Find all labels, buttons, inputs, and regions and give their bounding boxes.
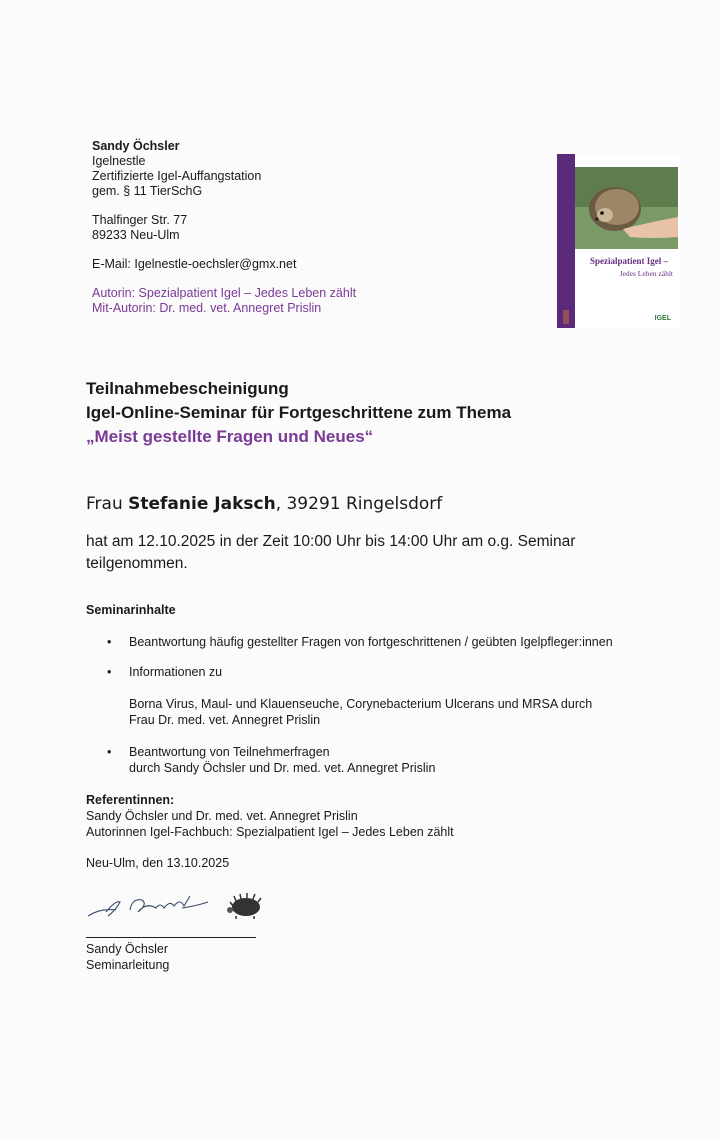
signer-name: Sandy Öchsler [86,942,168,956]
contents-item2-detail1: Borna Virus, Maul- und Klauenseuche, Corynebacterium Ulcerans und MRSA durch [129,697,593,711]
book-cover [557,154,681,328]
sender-name: Sandy Öchsler [92,139,180,153]
certificate-heading [86,377,511,449]
sender-author: Autorin: Spezialpatient Igel – Jedes Leben zählt [92,286,357,300]
book-subtitle: Jedes Leben zählt [619,269,673,278]
heading-line2: Igel-Online-Seminar für Fortgeschrittene zum Thema [86,403,512,422]
sender-city: 89233 Neu-Ulm [92,228,180,242]
list-item [107,744,436,776]
hedgehog-icon [227,893,261,919]
book-title: Spezialpatient Igel – [590,256,668,266]
book-spine [557,154,575,328]
sender-org: Igelnestle [92,154,146,168]
referents-line2: Autorinnen Igel-Fachbuch: Spezialpatient Igel – Jedes Leben zählt [86,825,454,839]
referents-block [86,792,454,840]
heading-topic: „Meist gestellte Fragen und Neues“ [86,427,374,446]
recipient-name: Stefanie Jaksch [128,494,276,514]
recipient-line [86,494,442,514]
recipient-salutation: Frau [86,494,129,514]
sender-line3: gem. § 11 TierSchG [92,184,203,198]
hedgehog-photo [575,167,678,249]
contents-item3-line1: Beantwortung von Teilnehmerfragen [129,745,330,759]
publisher-logo: IGEL [654,315,671,322]
referents-line1: Sandy Öchsler und Dr. med. vet. Annegret Prislin [86,809,358,823]
signature-line [86,937,256,938]
heading-line1: Teilnahmebescheinigung [86,379,289,398]
contents-item2: Informationen zu [129,665,223,679]
list-item [107,664,223,680]
recipient-place: , 39291 Ringelsdorf [275,494,443,514]
contents-item2-detail [129,696,592,728]
signature-image [86,888,264,922]
contents-title: Seminarinhalte [86,603,176,617]
sender-email: E-Mail: Igelnestle-oechsler@gmx.net [92,257,297,271]
signer-role: Seminarleitung [86,958,170,972]
contents-item1: Beantwortung häufig gestellter Fragen von fortgeschrittenen / geübten Igelpfleger:innen [129,635,613,649]
sender-line2: Zertifizierte Igel-Auffangstation [92,169,262,183]
attendance-text: hat am 12.10.2025 in der Zeit 10:00 Uhr bis 14:00 Uhr am o.g. Seminar teilgenommen. [86,533,576,572]
sender-street: Thalfinger Str. 77 [92,213,188,227]
sender-coauthor: Mit-Autorin: Dr. med. vet. Annegret Prislin [92,301,322,315]
referents-title: Referentinnen: [86,793,175,807]
contents-item3-line2: durch Sandy Öchsler und Dr. med. vet. Annegret Prislin [129,761,436,775]
date-line: Neu-Ulm, den 13.10.2025 [86,856,230,870]
bullet-icon: • [107,745,112,759]
list-item [107,634,613,650]
contents-item2-detail2: Frau Dr. med. vet. Annegret Prislin [129,713,321,727]
signer-block [86,941,169,973]
bullet-icon: • [107,665,112,679]
bullet-icon: • [107,635,112,649]
sender-block [92,139,356,316]
